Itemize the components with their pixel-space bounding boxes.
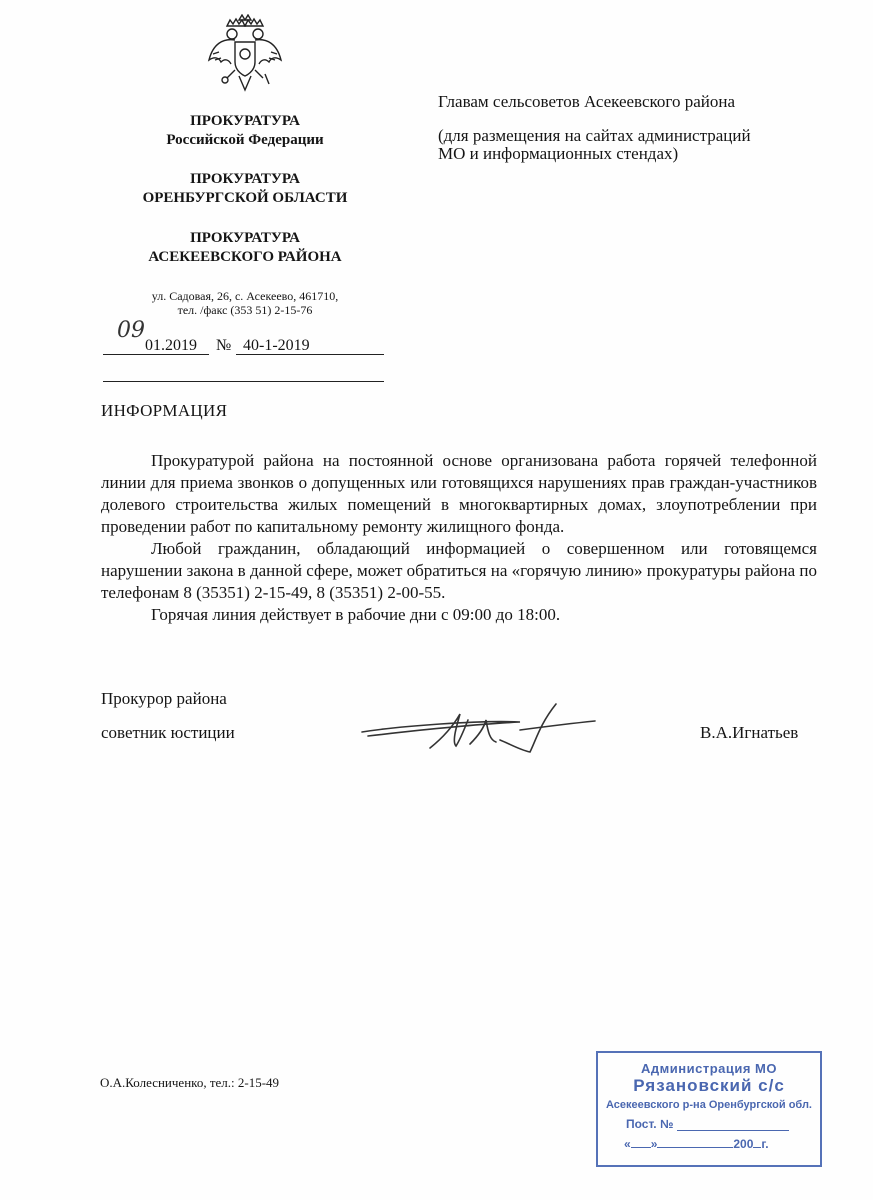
org-name-line4: ОРЕНБУРГСКОЙ ОБЛАСТИ xyxy=(142,190,348,206)
addressee-line3: МО и информационных стендах) xyxy=(438,144,679,163)
stamp-line2: Рязановский с/с xyxy=(633,1076,785,1095)
org-address: ул. Садовая, 26, с. Асекеево, 461710, xyxy=(151,289,339,303)
body-paragraph: Любой гражданин, обладающий информацией о совершенном или готовящемся нарушении закона в данной сфере, может обратиться на «горячую линию» прокуратуры района по телефонам 8 (35351) 2-15-49, 8 (35351) 2-00-55. xyxy=(101,539,817,602)
reference-line xyxy=(103,381,384,382)
date-underline xyxy=(103,354,209,355)
org-name-line6: АСЕКЕЕВСКОГО РАЙОНА xyxy=(148,249,342,265)
addressee-line1: Главам сельсоветов Асекеевского района xyxy=(438,92,736,111)
signer-position: Прокурор района xyxy=(101,689,227,708)
signer-name: В.А.Игнатьев xyxy=(700,723,799,742)
org-name-line1: ПРОКУРАТУРА xyxy=(190,113,300,129)
stamp-post-label: Пост. № xyxy=(626,1117,674,1131)
stamp-line4 xyxy=(598,1117,820,1131)
body-paragraph: Горячая линия действует в рабочие дни с 09:00 до 18:00. xyxy=(151,605,561,624)
stamp-line3: Асекеевского р-на Оренбургской обл. xyxy=(606,1099,812,1111)
stamp-quote-close: » xyxy=(650,1137,658,1151)
body-paragraph: Прокуратурой района на постоянной основе организована работа горячей телефонной линии для приема звонков о допущенных или готовящихся нарушениях прав граждан-участников долевого строительства жилых помещений в многоквартирных домах, злоупотреблении при проведении работ по капитальному ремонту жилищного фонда. xyxy=(101,451,817,536)
registration-stamp xyxy=(596,1051,822,1167)
org-phone: тел. /факс (353 51) 2-15-76 xyxy=(177,303,313,317)
stamp-line1: Администрация МО xyxy=(641,1061,777,1076)
org-name-line5: ПРОКУРАТУРА xyxy=(190,230,300,246)
reg-date: 01.2019 xyxy=(145,337,197,354)
reg-number: 40-1-2019 xyxy=(243,337,310,354)
executor-contact: О.А.Колесниченко, тел.: 2-15-49 xyxy=(100,1075,280,1090)
number-sign: № xyxy=(216,337,232,354)
stamp-year: 200 xyxy=(733,1137,754,1151)
signer-rank: советник юстиции xyxy=(101,723,235,742)
handwritten-day: 09 xyxy=(117,318,145,343)
stamp-quote-open: « xyxy=(624,1137,631,1151)
org-name-line2: Российской Федерации xyxy=(166,132,324,148)
document-title: ИНФОРМАЦИЯ xyxy=(101,401,228,420)
addressee-line2: (для размещения на сайтах администраций xyxy=(438,126,751,145)
number-underline xyxy=(236,354,384,355)
coat-of-arms-icon xyxy=(205,14,285,100)
org-name-line3: ПРОКУРАТУРА xyxy=(190,171,300,187)
stamp-g: г. xyxy=(761,1137,769,1151)
document-body xyxy=(101,450,817,626)
handwritten-signature xyxy=(360,690,600,760)
stamp-line5 xyxy=(598,1137,820,1151)
